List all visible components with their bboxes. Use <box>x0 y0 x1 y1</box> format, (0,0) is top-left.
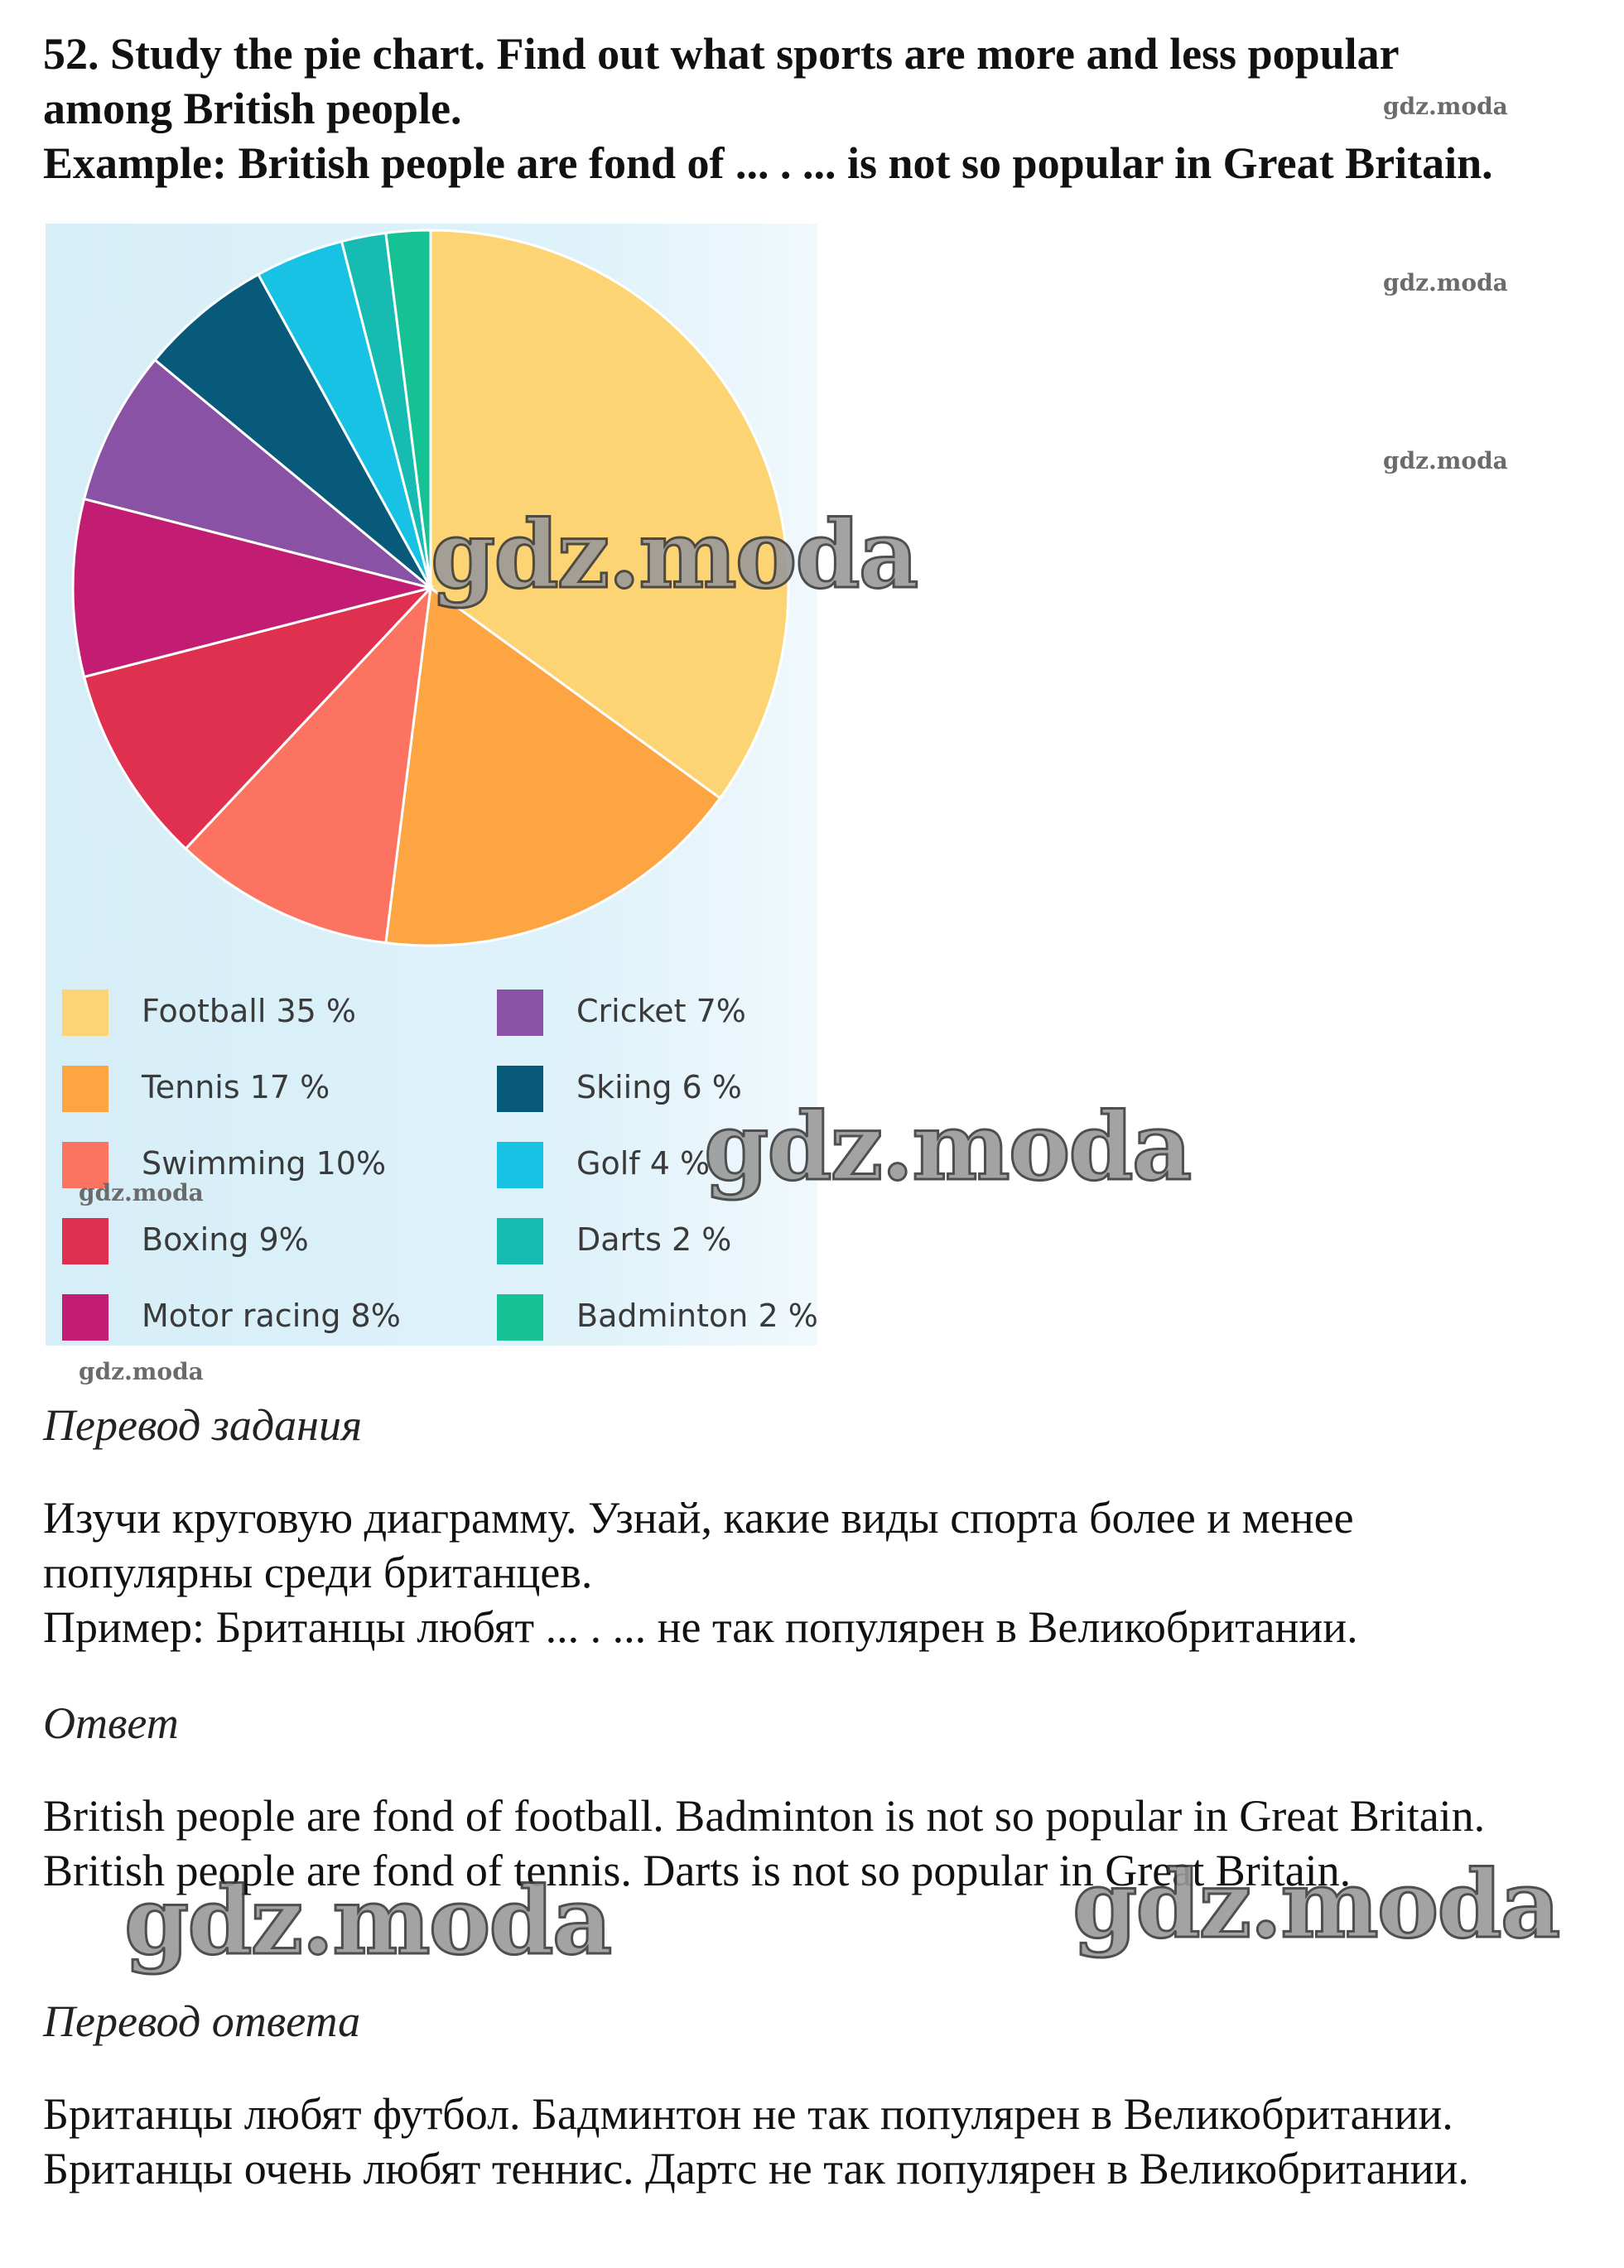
legend-swatch <box>497 1066 543 1112</box>
watermark-small: gdz.moda <box>1383 93 1508 120</box>
answer-translation-line-2: Британцы очень любят теннис. Дартс не так популярен в Великобритании. <box>43 2144 1469 2193</box>
legend-swatch <box>62 1218 108 1264</box>
task-line-1: 52. Study the pie chart. Find out what sports are more and less popular <box>43 29 1400 79</box>
legend-label: Badminton 2 % <box>576 1298 818 1334</box>
answer-translation-line-1: Британцы любят футбол. Бадминтон не так популярен в Великобритании. <box>43 2089 1453 2139</box>
watermark-large: gdz.moda <box>124 1867 611 1976</box>
legend-label: Darts 2 % <box>576 1221 732 1258</box>
watermark-large: gdz.moda <box>704 1093 1191 1201</box>
legend-label: Football 35 % <box>142 993 357 1029</box>
answer-line-1: British people are fond of football. Badminton is not so popular in Great Britain. <box>43 1791 1486 1841</box>
task-line-3: Example: British people are fond of ... . ... is not so popular in Great Britain. <box>43 138 1493 188</box>
watermark-small: gdz.moda <box>1383 269 1508 296</box>
legend-swatch <box>62 1066 108 1112</box>
legend-label: Swimming 10% <box>142 1145 387 1182</box>
task-text <box>43 26 1600 190</box>
answer-translation-heading: Перевод ответа <box>43 1996 361 2046</box>
translation-line-2: популярны среди британцев. <box>43 1548 593 1597</box>
legend-swatch <box>62 1294 108 1341</box>
watermark-small: gdz.moda <box>79 1179 204 1206</box>
legend-swatch <box>62 990 108 1036</box>
answer-line-2: British people are fond of tennis. Darts is not so popular in Great Britain. <box>43 1846 1352 1895</box>
answer-heading: Ответ <box>43 1698 179 1748</box>
legend-label: Boxing 9% <box>142 1221 309 1258</box>
legend-label: Motor racing 8% <box>142 1298 401 1334</box>
translation-line-1: Изучи круговую диаграмму. Узнай, какие виды спорта более и менее <box>43 1493 1354 1543</box>
watermark-large: gdz.moda <box>431 501 918 609</box>
legend-label: Golf 4 % <box>576 1145 711 1182</box>
watermark-large: gdz.moda <box>1072 1851 1559 1959</box>
legend-swatch <box>497 1294 543 1341</box>
watermark-small: gdz.moda <box>79 1358 204 1385</box>
translation-text <box>43 1490 1600 1654</box>
legend-label: Cricket 7% <box>576 993 746 1029</box>
pie-chart-panel <box>46 224 817 1346</box>
watermark-small: gdz.moda <box>1383 447 1508 474</box>
translation-line-3: Пример: Британцы любят ... . ... не так популярен в Великобритании. <box>43 1602 1358 1652</box>
legend-label: Skiing 6 % <box>576 1069 742 1105</box>
translation-heading: Перевод задания <box>43 1400 363 1450</box>
legend-label: Tennis 17 % <box>142 1069 330 1105</box>
legend-swatch <box>497 1142 543 1188</box>
answer-translation-text <box>43 2087 1600 2196</box>
legend-swatch <box>497 1218 543 1264</box>
task-line-2: among British people. <box>43 84 462 133</box>
legend-swatch <box>497 990 543 1036</box>
